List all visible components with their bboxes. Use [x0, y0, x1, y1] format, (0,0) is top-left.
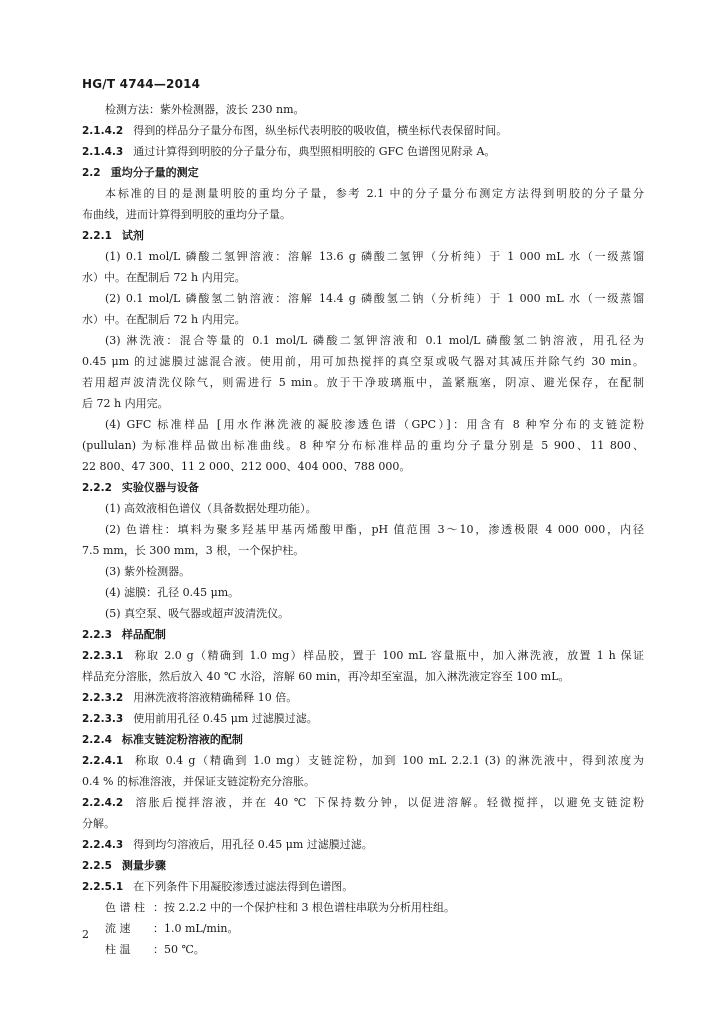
line-text: 得到的样品分子量分布图，纵坐标代表明胶的吸收值，横坐标代表保留时间。	[133, 124, 508, 137]
line-text: 标准支链淀粉溶液的配制	[121, 733, 243, 746]
line-text: 实验仪器与设备	[121, 481, 199, 494]
condition-label: 流 速	[105, 922, 131, 935]
text-line	[82, 414, 644, 435]
clause-number: 2.2.3	[82, 629, 112, 641]
text-line	[82, 267, 644, 288]
section-heading	[82, 477, 644, 498]
clause-number: 2.2	[82, 167, 101, 179]
condition-line	[82, 939, 644, 960]
text-line	[82, 708, 644, 729]
line-text: 用淋洗液将溶液精确稀释 10 倍。	[133, 691, 298, 704]
section-heading	[82, 225, 644, 246]
clause-number: 2.2.4.3	[82, 839, 124, 851]
line-text: 水）中。在配制后 72 h 内用完。	[82, 313, 246, 326]
line-text: (3) 紫外检测器。	[105, 565, 191, 578]
line-text: 0.45 μm 的过滤膜过滤混合液。使用前，用可加热搅拌的真空泵或吸气器对其减压并除气约 30 min。	[82, 355, 644, 368]
text-line	[82, 687, 644, 708]
text-line	[82, 813, 644, 834]
section-heading	[82, 855, 644, 876]
text-line	[82, 750, 644, 771]
clause-number: 2.1.4.2	[82, 125, 124, 137]
text-line	[82, 582, 644, 603]
line-text: 在下列条件下用凝胶渗透过滤法得到色谱图。	[133, 880, 354, 893]
clause-number: 2.2.3.3	[82, 713, 124, 725]
line-text: (2) 色谱柱：填料为聚多羟基甲基丙烯酸甲酯，pH 值范围 3～10，渗透极限 4 000 000，内径	[105, 523, 644, 536]
text-line	[82, 519, 644, 540]
line-text: 通过计算得到明胶的分子量分布，典型照相明胶的 GFC 色谱图见附录 A。	[133, 145, 496, 158]
line-text: 样品配制	[121, 628, 166, 641]
line-text: (1) 高效液相色谱仪（具备数据处理功能）。	[105, 502, 317, 515]
text-line	[82, 246, 644, 267]
line-text: 溶胀后搅拌溶液，并在 40 ℃ 下保持数分钟，以促进溶解。轻微搅拌，以避免支链淀粉	[133, 796, 644, 809]
line-text: 样品充分溶胀，然后放入 40 ℃ 水浴，溶解 60 min，再冷却至室温，加入淋洗液定容至 100 mL。	[82, 670, 570, 683]
text-line	[82, 330, 644, 351]
line-text: (2) 0.1 mol/L 磷酸氢二钠溶液：溶解 14.4 g 磷酸氢二钠（分析纯）于 1 000 mL 水（一级蒸馏	[105, 292, 644, 305]
clause-number: 2.2.3.2	[82, 692, 124, 704]
line-text: 检测方法：紫外检测器，波长 230 nm。	[105, 103, 305, 116]
condition-value: ：50 ℃。	[153, 943, 205, 956]
text-line	[82, 666, 644, 687]
text-line	[82, 792, 644, 813]
line-text: (pullulan) 为标准样品做出标准曲线。8 种窄分布标准样品的重均分子量分别是 5 900、11 800、	[82, 439, 644, 452]
clause-number: 2.2.4.2	[82, 797, 124, 809]
clause-number: 2.2.5.1	[82, 881, 124, 893]
line-text: 后 72 h 内用完。	[82, 397, 169, 410]
text-line	[82, 204, 644, 225]
section-heading	[82, 729, 644, 750]
text-line	[82, 288, 644, 309]
line-text: 试剂	[121, 229, 144, 242]
line-text: 重均分子量的测定	[110, 166, 199, 179]
line-text: 7.5 mm，长 300 mm，3 根，一个保护柱。	[82, 544, 305, 557]
text-line	[82, 393, 644, 414]
clause-number: 2.2.2	[82, 482, 112, 494]
text-line	[82, 645, 644, 666]
clause-number: 2.2.5	[82, 860, 112, 872]
line-text: 测量步骤	[121, 859, 166, 872]
text-line	[82, 456, 644, 477]
line-text: 称取 0.4 g（精确到 1.0 mg）支链淀粉，加到 100 mL 2.2.1 (3) 的淋洗液中，得到浓度为	[133, 754, 644, 767]
line-text: (3) 淋洗液：混合等量的 0.1 mol/L 磷酸二氢钾溶液和 0.1 mol/L 磷酸氢二钠溶液，用孔径为	[105, 334, 644, 347]
condition-line	[82, 897, 644, 918]
text-line	[82, 141, 644, 162]
text-line	[82, 876, 644, 897]
clause-number: 2.1.4.3	[82, 146, 124, 158]
line-text: 称取 2.0 g（精确到 1.0 mg）样品胶，置于 100 mL 容量瓶中，加入淋洗液，放置 1 h 保证	[133, 649, 644, 662]
line-text: 分解。	[82, 817, 115, 830]
line-text: 若用超声波清洗仪除气，则需进行 5 min。放于干净玻璃瓶中，盖紧瓶塞，阴凉、避光保存，在配制	[82, 376, 644, 389]
condition-label: 柱 温	[105, 943, 131, 956]
condition-value: ：按 2.2.2 中的一个保护柱和 3 根色谱柱串联为分析用柱组。	[153, 901, 455, 914]
section-heading	[82, 162, 644, 183]
text-line	[82, 561, 644, 582]
clause-number: 2.2.4.1	[82, 755, 124, 767]
condition-line	[82, 918, 644, 939]
line-text: 水）中。在配制后 72 h 内用完。	[82, 271, 246, 284]
text-line	[82, 603, 644, 624]
line-text: 使用前用孔径 0.45 μm 过滤膜过滤。	[133, 712, 318, 725]
line-text: 本标准的目的是测量明胶的重均分子量，参考 2.1 中的分子量分布测定方法得到明胶的分子量分	[105, 187, 644, 200]
text-line	[82, 771, 644, 792]
text-line	[82, 435, 644, 456]
condition-value: ：1.0 mL/min。	[153, 922, 239, 935]
standard-code-header: HG/T 4744—2014	[82, 77, 201, 91]
line-text: (4) 滤膜：孔径 0.45 μm。	[105, 586, 240, 599]
page-number: 2	[82, 928, 89, 941]
line-text: (5) 真空泵、吸气器或超声波清洗仪。	[105, 607, 290, 620]
text-line	[82, 540, 644, 561]
line-text: 22 800、47 300、11 2 000、212 000、404 000、788 000。	[82, 460, 411, 473]
text-line	[82, 120, 644, 141]
text-line	[82, 183, 644, 204]
text-line	[82, 372, 644, 393]
text-line	[82, 834, 644, 855]
condition-label: 色 谱 柱	[105, 901, 145, 914]
line-text: (1) 0.1 mol/L 磷酸二氢钾溶液：溶解 13.6 g 磷酸二氢钾（分析纯）于 1 000 mL 水（一级蒸馏	[105, 250, 644, 263]
text-line	[82, 498, 644, 519]
text-line	[82, 309, 644, 330]
line-text: 布曲线，进而计算得到明胶的重均分子量。	[82, 208, 291, 221]
line-text: (4) GFC 标准样品 [用水作淋洗液的凝胶渗透色谱（GPC）]：用含有 8 种窄分布的支链淀粉	[105, 418, 644, 431]
body-text	[82, 99, 644, 960]
clause-number: 2.2.4	[82, 734, 112, 746]
line-text: 得到均匀溶液后，用孔径 0.45 μm 过滤膜过滤。	[133, 838, 373, 851]
text-line	[82, 351, 644, 372]
line-text: 0.4 % 的标准溶液，并保证支链淀粉充分溶胀。	[82, 775, 315, 788]
text-line	[82, 99, 644, 120]
clause-number: 2.2.1	[82, 230, 112, 242]
section-heading	[82, 624, 644, 645]
clause-number: 2.2.3.1	[82, 650, 124, 662]
